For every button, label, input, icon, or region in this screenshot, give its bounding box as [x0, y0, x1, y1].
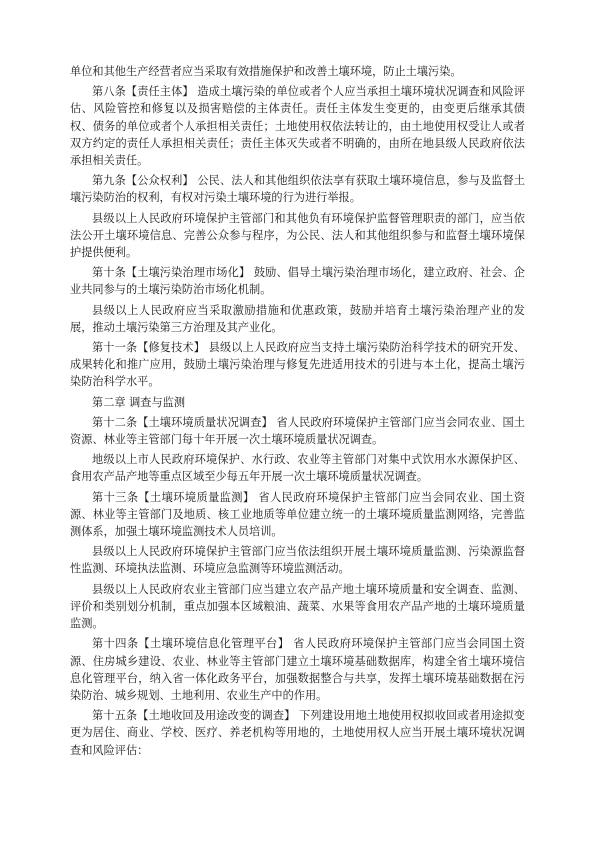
article-paragraph: 地级以上市人民政府环境保护、水行政、农业等主管部门对集中式饮用水水源保护区、食用农产品产地等重点区域至少每五年开展一次土壤环境质量状况调查。	[70, 453, 525, 484]
article-paragraph: 第九条【公众权利】 公民、法人和其他组织依法享有获取土壤环境信息，参与及监督土壤污染防治的权利，有权对污染土壤环境的行为进行举报。	[70, 174, 525, 205]
article-paragraph: 县级以上人民政府环境保护主管部门和其他负有环境保护监督管理职责的部门，应当依法公开土壤环境信息、完善公众参与程序，为公民、法人和其他组织参与和监督土壤环境保护提供便利。	[70, 211, 525, 260]
chapter-heading: 第二章 调查与监测	[92, 395, 186, 409]
paragraph-continuation: 单位和其他生产经营者应当采取有效措施保护和改善土壤环境，防止土壤污染。	[70, 65, 462, 78]
article-paragraph: 第八条【责任主体】 造成土壤污染的单位或者个人应当承担土壤环境状况调查和风险评估、风险管控和修复以及损害赔偿的主体责任。责任主体发生变更的，由变更后继承其债权、债务的单位或者个人承担相关责任；土地使用权依法转让的，由土地使用权受让人或者双方约定的责任人承担相关责任；责任主体灭失或者不明确的，由所在地县级人民政府依法承担相关责任。	[70, 85, 525, 168]
article-paragraph: 县级以上人民政府环境保护主管部门应当依法组织开展土壤环境质量监测、污染源监督性监测、环境执法监测、环境应急监测等环境监测活动。	[70, 545, 525, 576]
article-paragraph: 第十二条【土壤环境质量状况调查】 省人民政府环境保护主管部门应当会同农业、国土资源、林业等主管部门每十年开展一次土壤环境质量状况调查。	[70, 415, 525, 447]
article-paragraph: 第十五条【土地收回及用途改变的调查】 下列建设用地土地使用权拟收回或者用途拟变更为居住、商业、学校、医疗、养老机构等用地的，土地使用权人应当开展土壤环境状况调查和风险评估：	[70, 709, 525, 757]
article-paragraph: 县级以上人民政府应当采取激励措施和优惠政策，鼓励并培育土壤污染治理产业的发展，推动土壤污染第三方治理及其产业化。	[70, 303, 525, 334]
article-paragraph: 第十一条【修复技术】 县级以上人民政府应当支持土壤污染防治科学技术的研究开发、成果转化和推广应用，鼓励土壤污染治理与修复先进适用技术的引进与本土化，提高土壤污染防治科学水平。	[70, 341, 525, 389]
article-paragraph: 县级以上人民政府农业主管部门应当建立农产品产地土壤环境质量和安全调查、监测、评价和类别划分机制，重点加强本区域粮油、蔬菜、水果等食用农产品产地的土壤环境质量监测。	[70, 582, 525, 631]
article-paragraph: 第十条【土壤污染治理市场化】 鼓励、倡导土壤污染治理市场化，建立政府、社会、企业共同参与的土壤污染防治市场化机制。	[70, 266, 525, 297]
article-paragraph: 第十三条【土壤环境质量监测】 省人民政府环境保护主管部门应当会同农业、国土资源、林业等主管部门及地质、核工业地质等单位建立统一的土壤环境质量监测网络，完善监测体系，加强土壤环境监测技术人员培训。	[70, 490, 525, 539]
article-paragraph: 第十四条【土壤环境信息化管理平台】 省人民政府环境保护主管部门应当会同国土资源、住房城乡建设、农业、林业等主管部门建立土壤环境基础数据库，构建全省土壤环境信息化管理平台，纳入省一体化政务平台，加强数据整合与共享，发挥土壤环境基础数据在污染防治、城乡规划、土地利用、农业生产中的作用。	[70, 637, 525, 702]
